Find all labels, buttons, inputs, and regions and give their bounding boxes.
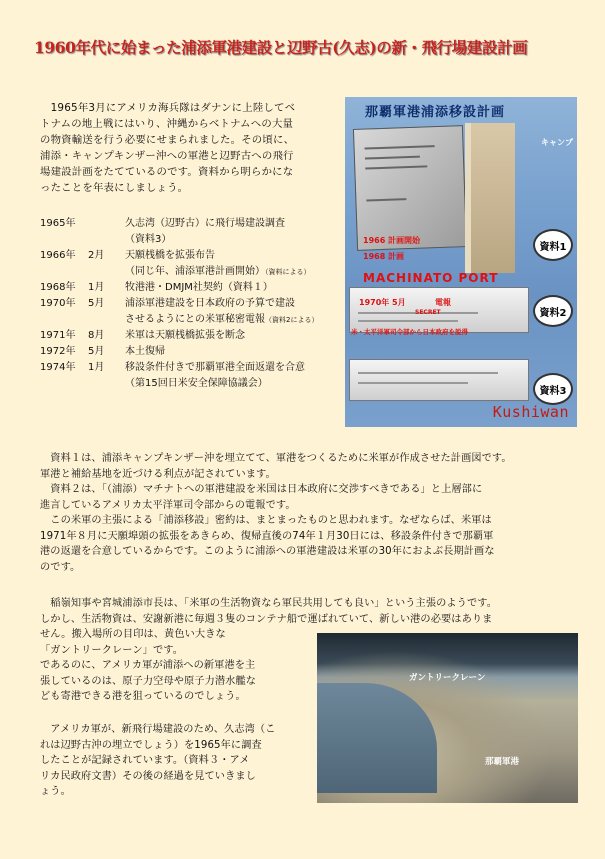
doc-line xyxy=(365,145,435,149)
doc-line xyxy=(365,156,420,160)
paragraph-line: せん。搬入場所の目印は、黄色い大きな xyxy=(40,629,226,640)
timeline-event xyxy=(125,312,318,328)
aerial-port-photo xyxy=(317,633,578,803)
intro-paragraph xyxy=(40,100,338,196)
timeline-month: 8月 xyxy=(88,330,105,341)
map-label-1970: 1970年 5月 xyxy=(359,298,406,307)
paragraph-line: 軍港と補給基地を近づける利点が記されています。 xyxy=(40,468,276,480)
timeline-row xyxy=(40,280,340,296)
reclamation-pier-shape xyxy=(465,123,515,273)
map-label-telegram: 電報 xyxy=(435,298,451,307)
doc-line xyxy=(358,382,468,384)
map-label-port: MACHINATO PORT xyxy=(363,271,499,285)
timeline-month: 5月 xyxy=(88,298,105,309)
timeline-year: 1971年 xyxy=(40,330,76,341)
paragraph-line: 張しているのは、原子力空母や原子力潜水艦な xyxy=(40,675,257,687)
timeline-row xyxy=(40,360,340,376)
timeline-event: 浦添軍港建設を日本政府の予算で建設 xyxy=(125,298,295,309)
timeline-event: 久志湾（辺野古）に飛行場建設調査 xyxy=(125,218,285,229)
paragraph-line: 進言しているアメリカ太平洋軍司令部からの電報です。 xyxy=(40,499,296,511)
timeline-year: 1972年 xyxy=(40,346,76,357)
photo-label-crane: ガントリークレーン xyxy=(409,673,486,683)
timeline-month: 5月 xyxy=(88,346,105,357)
paragraph-line: ども寄港できる港を狙っているのでしょう。 xyxy=(40,691,246,702)
paragraph-line: であるのに、アメリカ軍が浦添への新軍港を主 xyxy=(40,660,256,671)
map-label-camp: キャンプ xyxy=(541,138,573,147)
paragraph-line: のです。 xyxy=(40,561,81,573)
intro-line: 場建設計画をたてているのです。資料から明らかにな xyxy=(40,166,294,178)
timeline-year: 1965年 xyxy=(40,218,76,229)
timeline-event: 牧港港・DMJM社契約（資料１） xyxy=(125,282,273,293)
paragraph-line: ょう。 xyxy=(40,786,71,797)
intro-line: ったことを年表にしましょう。 xyxy=(40,182,189,194)
paragraph-line: 稲嶺知事や宮城浦添市長は、「米軍の生活物資なら軍民共用しても良い」という主張のようです。 xyxy=(40,598,498,609)
intro-line: 浦添・キャンプキンザー沖への軍港と辺野古への飛行 xyxy=(40,150,294,162)
paragraph-line: 資料１は、浦添キャンプキンザー沖を埋立てて、軍港をつくるために米軍が作成させた計画図です。 xyxy=(40,453,512,464)
kushiwan-label: Kushiwan xyxy=(492,403,569,421)
paragraph-line: したことが記録されています。（資料３・アメ xyxy=(40,755,250,766)
intro-line: の物資輸送を行う必要にせまられました。その頃に、 xyxy=(40,134,295,146)
timeline-year: 1966年 xyxy=(40,250,76,261)
timeline-row xyxy=(40,296,340,312)
timeline-row xyxy=(40,216,340,232)
paragraph-line: アメリカ軍が、新飛行場建設のため、久志湾（こ xyxy=(40,724,276,735)
map-label-secret: SECRET xyxy=(415,309,441,316)
timeline-event: （資料3） xyxy=(125,234,172,245)
paragraph-survey xyxy=(40,722,310,800)
timeline-month: 1月 xyxy=(88,282,105,293)
photo-label-port: 那覇軍港 xyxy=(485,757,520,767)
paragraph-line: 港の返還を合意しているからです。このように浦添への軍港建設は米軍の30年におよぶ長期計画な xyxy=(40,546,495,557)
civil-admin-document-photo xyxy=(349,359,529,401)
doc-line xyxy=(365,165,427,169)
timeline-year: 1974年 xyxy=(40,362,76,373)
paragraph-line: リカ民政府文書）その後の経過を見ていきまし xyxy=(40,770,256,782)
doc-line xyxy=(358,320,458,322)
paragraph-line: 1971年８月に天願埠頭の拡張をあきらめ、復帰直後の74年１月30日には、移設条件付きで那覇軍 xyxy=(40,530,494,542)
timeline-row xyxy=(40,328,340,344)
sea-area xyxy=(317,683,437,793)
paragraph-documents xyxy=(40,451,580,575)
timeline-event: 米軍は天願桟橋拡張を断念 xyxy=(125,330,245,341)
map-label-note: 米・太平洋軍司令部から日本政府を説得 xyxy=(351,328,468,336)
timeline-note: （資料2による） xyxy=(265,316,319,324)
timeline-month: 2月 xyxy=(88,250,105,261)
timeline-row xyxy=(40,248,340,264)
badge-shiryo-1: 資料1 xyxy=(533,229,573,261)
badge-shiryo-2: 資料2 xyxy=(533,295,573,327)
timeline-event-text: させるようにとの米軍秘密電報 xyxy=(125,314,265,325)
page-title: 1960年代に始まった浦添軍港建設と辺野古(久志)の新・飛行場建設計画 xyxy=(34,38,528,57)
timeline-row xyxy=(40,376,340,392)
map-title: 那覇軍港浦添移設計画 xyxy=(365,105,506,120)
timeline-note: （資料による） xyxy=(265,268,311,276)
timeline-year: 1970年 xyxy=(40,298,76,309)
map-label-1968: 1968 計画 xyxy=(363,252,405,261)
timeline-event xyxy=(125,264,311,280)
paragraph-line: しかし、生活物資は、安謝新港に毎週３隻のコンテナ船で運ばれていて、新しい港の必要はありま xyxy=(40,613,493,625)
paragraph-line: この米軍の主張による「浦添移設」密約は、まとまったものと思われます。なぜならば、米軍は xyxy=(40,515,492,526)
paragraph-line: 資料２は、「（浦添）マチナトへの軍港建設を米国は日本政府に交渉すべきである」と上層部に xyxy=(40,484,483,495)
paragraph-line: 「ガントリークレーン」です。 xyxy=(40,644,184,656)
timeline-year: 1968年 xyxy=(40,282,76,293)
intro-line: トナムの地上戦にはいり、沖縄からベトナムへの大量 xyxy=(40,118,294,130)
timeline-row xyxy=(40,344,340,360)
port-plan-figure xyxy=(345,97,577,427)
doc-line xyxy=(358,372,498,374)
intro-line: 1965年3月にアメリカ海兵隊はダナンに上陸してベ xyxy=(40,102,296,114)
timeline-row xyxy=(40,312,340,328)
plan-document-photo xyxy=(353,125,467,251)
timeline-month: 1月 xyxy=(88,362,105,373)
badge-shiryo-3: 資料3 xyxy=(533,373,573,405)
timeline-event: 本土復帰 xyxy=(125,346,165,357)
timeline-event: （第15回日米安全保障協議会） xyxy=(125,378,268,389)
timeline-row xyxy=(40,232,340,248)
paragraph-line: れは辺野古沖の埋立でしょう）を1965年に調査 xyxy=(40,739,262,751)
doc-line xyxy=(366,198,406,201)
timeline-event: 移設条件付きで那覇軍港全面返還を合意 xyxy=(125,362,305,373)
map-label-1966: 1966 計画開始 xyxy=(363,236,421,245)
timeline-row xyxy=(40,264,340,280)
timeline-event: 天願桟橋を拡張布告 xyxy=(125,250,215,261)
timeline xyxy=(40,216,340,392)
timeline-event-text: （同じ年、浦添軍港計画開始） xyxy=(125,266,265,277)
